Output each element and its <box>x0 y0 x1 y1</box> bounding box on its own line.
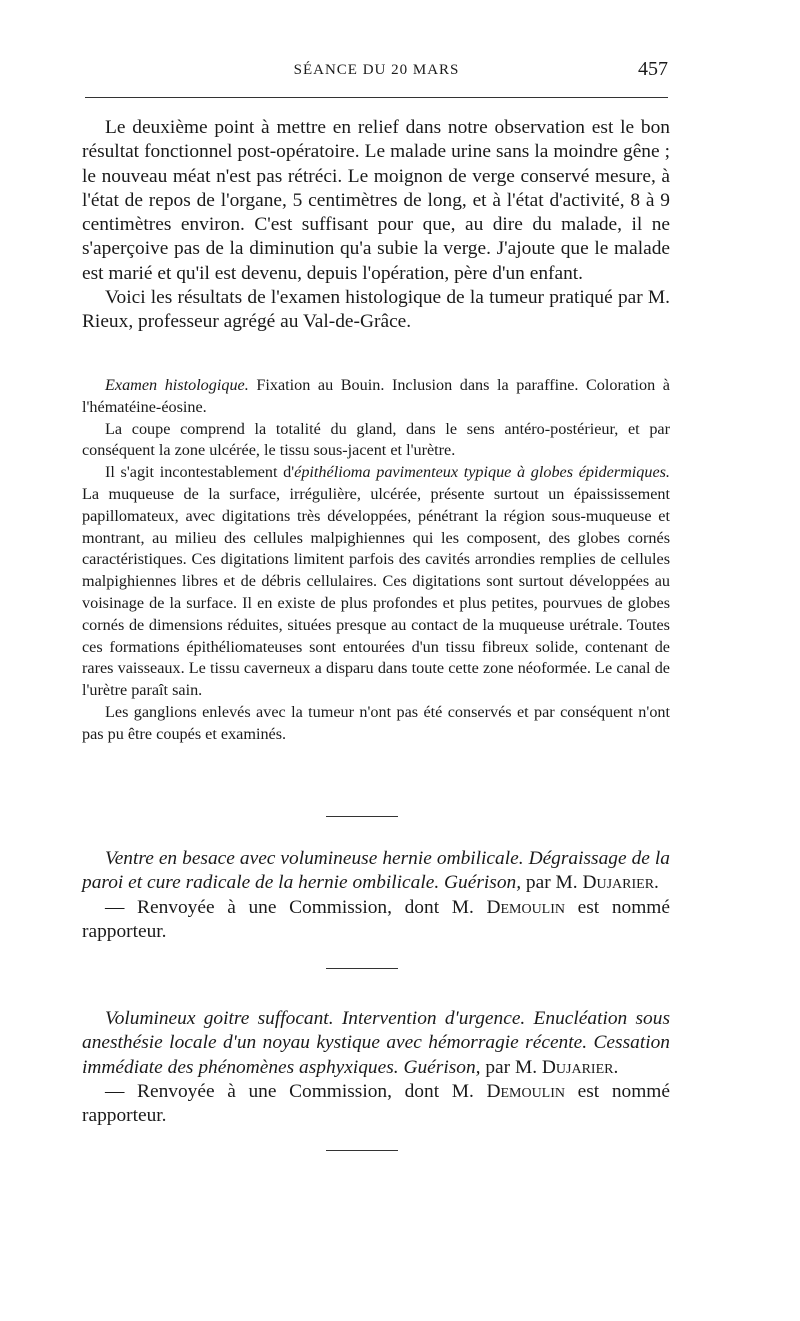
running-header <box>85 58 668 86</box>
item-ventre-en-besace <box>82 847 670 944</box>
item2-author: Dujarier <box>541 1056 614 1078</box>
histology-intro-text: Fixation au Bouin. Inclusion dans la paraffine. Coloration à l'hématéine-éosine. <box>82 376 670 416</box>
item1-title: Ventre en besace avec volumineuse hernie ombilicale. Dégraissage de la paroi et cure radicale de la hernie ombilicale. Guérison, <box>82 848 670 894</box>
histology-label: Examen histologique. <box>105 376 249 394</box>
item1-referral <box>82 896 670 945</box>
item1-title-line <box>82 847 670 896</box>
histology-p3-start: Il s'agit incontestablement d' <box>105 463 295 482</box>
item1-by: par M. <box>521 872 583 894</box>
histology-paragraph-3 <box>82 462 670 702</box>
item2-referral-start: — Renvoyée à une Commission, dont M. <box>105 1080 487 1102</box>
item1-author: Dujarier <box>582 872 655 894</box>
running-title: SÉANCE DU 20 MARS <box>293 62 460 78</box>
histology-paragraph-1 <box>82 375 670 419</box>
item2-rapporteur: Demoulin <box>486 1080 566 1102</box>
body-section <box>82 116 670 335</box>
paragraph-observation: Le deuxième point à mettre en relief dans notre observation est le bon résultat fonctionnel post-opératoire. Le malade urine sans la moindre gêne ; le nouveau méat n'est pas rétréci. Le moignon de verge conservé mesure, à l'état de repos de l'organe, 5 centimètres de long, et à l'état d'activité, 8 à 9 centimètres environ. C'est suffisant pour que, au dire du malade, il ne s'aperçoive pas de la diminution qu'a subie la verge. J'ajoute que le malade est marié et qu'il est devenu, depuis l'opération, père d'un enfant. <box>82 117 670 284</box>
item2-by-end: . <box>613 1056 619 1078</box>
item1-referral-end: est nommé rapporteur. <box>82 896 670 942</box>
paragraph-histology-intro: Voici les résultats de l'examen histologique de la tumeur pratiqué par M. Rieux, professeur agrégé au Val-de-Grâce. <box>82 287 670 333</box>
histology-paragraph-2: La coupe comprend la totalité du gland, dans le sens antéro-postérieur, et par conséquent la zone ulcérée, le tissu sous-jacent et l'urètre. <box>82 419 670 460</box>
item-goitre-suffocant <box>82 1007 670 1128</box>
page-number: 457 <box>638 58 668 80</box>
histology-paragraph-4: Les ganglions enlevés avec la tumeur n'ont pas été conservés et par conséquent n'ont pas pu être coupés et examinés. <box>82 702 670 743</box>
item1-referral-start: — Renvoyée à une Commission, dont M. <box>105 896 487 918</box>
section-separator-rule <box>326 816 398 817</box>
histology-p3-rest: La muqueuse de la surface, irrégulière, ulcérée, présente surtout un épaississement papillomateux, avec digitations très développées, pénétrant la région sous-muqueuse et montrant, au milieu des cellules malpighiennes qui les composent, des globes cornés caractéristiques. Ces digitations limitent parfois des cavités arrondies remplies de cellules malpighiennes libres et de débris cellulaires. Ces digitations sont surtout développées au voisinage de la surface. Il en existe de plus profondes et plus petites, pourvues de globes cornés de dimensions réduites, situées presque au contact de la muqueuse urétrale. Toutes ces formations épithéliomateuses sont entourées d'un tissu fibreux solide, contenant de rares vaisseaux. Le tissu caverneux a disparu dans toute cette zone néoformée. Le canal de l'urètre paraît sain. <box>82 484 670 700</box>
item1-by-end: . <box>654 872 659 894</box>
item2-referral-end: est nommé rapporteur. <box>82 1080 670 1127</box>
item2-referral <box>82 1080 670 1129</box>
item2-end-rule <box>326 1150 398 1151</box>
item1-end-rule <box>326 968 398 969</box>
histology-section <box>82 375 670 746</box>
item2-title: Volumineux goitre suffocant. Intervention d'urgence. Enucléation sous anesthésie locale d'un noyau kystique avec hémorragie récente. Cessation immédiate des phénomènes asphyxiques. Guérison, <box>82 1008 670 1078</box>
item2-by: par M. <box>480 1056 542 1078</box>
item2-title-line <box>82 1007 670 1080</box>
histology-diagnosis: épithélioma pavimenteux typique à globes épidermiques. <box>294 463 670 482</box>
item1-rapporteur: Demoulin <box>486 896 566 918</box>
header-rule <box>85 97 668 98</box>
